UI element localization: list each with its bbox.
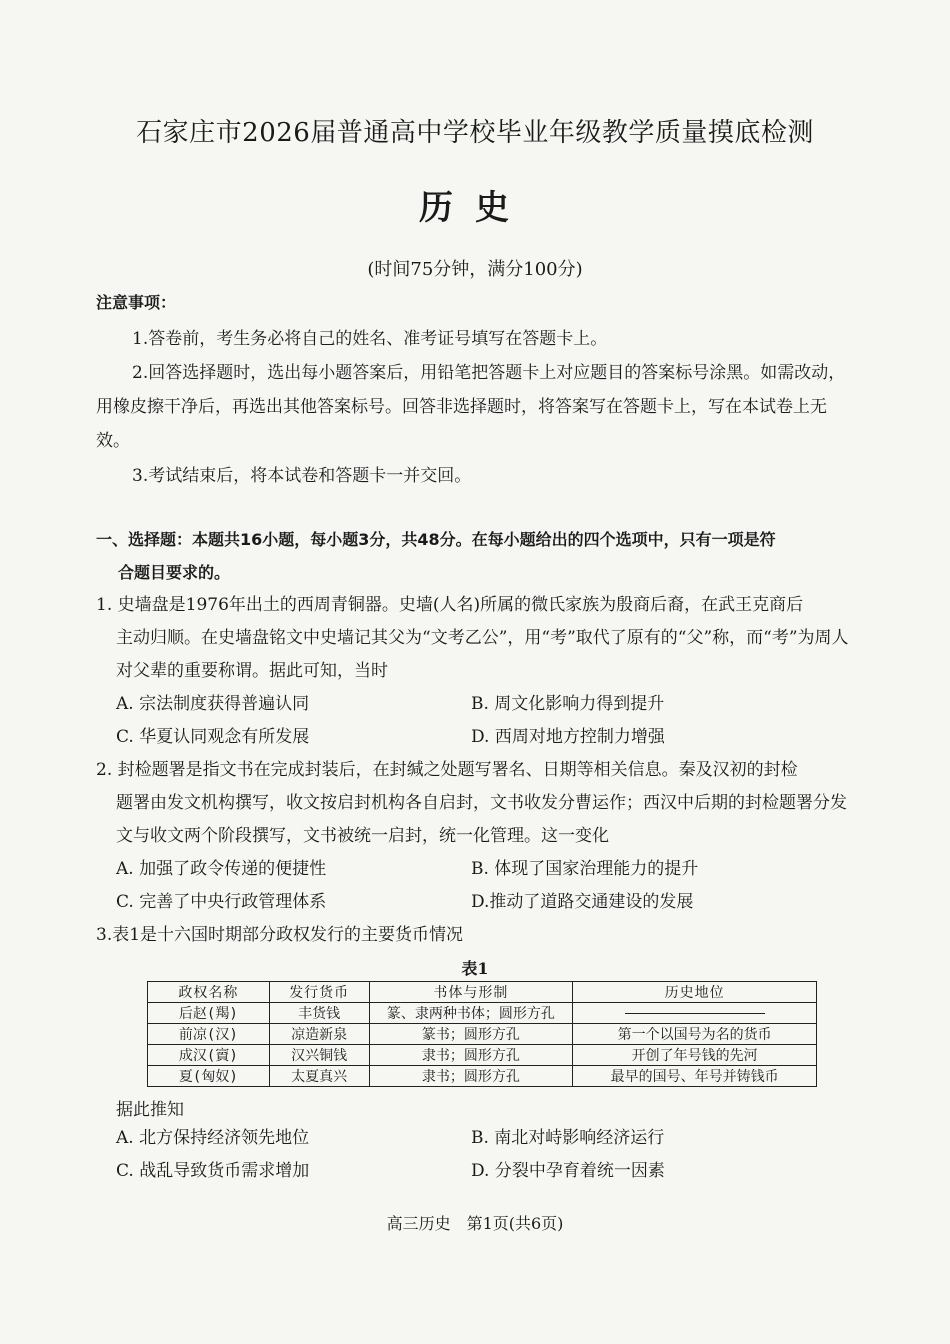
notice-heading: 注意事项： [96, 293, 177, 312]
table-cell: 前凉(汉) [148, 1024, 270, 1045]
option-d[interactable]: D. 西周对地方控制力增强 [471, 727, 665, 747]
table-cell: 汉兴铜钱 [269, 1045, 369, 1066]
option-a[interactable]: A. 加强了政令传递的便捷性 [116, 859, 327, 879]
table-header-row [148, 982, 817, 1003]
section-heading [96, 523, 854, 589]
question-number: 2. [96, 760, 113, 780]
option-c[interactable]: C. 华夏认同观念有所发展 [116, 727, 310, 747]
table-cell: 最早的国号、年号并铸钱币 [573, 1066, 817, 1087]
table-cell: 凉造新泉 [269, 1024, 369, 1045]
question-2 [96, 754, 856, 853]
section-heading-line2: 合题目要求的。 [118, 563, 231, 582]
notice-item-3: 3.考试结束后，将本试卷和答题卡一并交回。 [132, 466, 472, 486]
table-row [148, 1024, 817, 1045]
time-info: (时间75分钟，满分100分) [367, 259, 583, 280]
table-cell: 太夏真兴 [269, 1066, 369, 1087]
table-cell-empty [573, 1003, 817, 1024]
question-number: 1. [96, 595, 113, 615]
option-b[interactable]: B. 周文化影响力得到提升 [471, 694, 665, 714]
page-footer: 高三历史 第1页(共6页) [386, 1214, 564, 1233]
table-cell: 隶书；圆形方孔 [369, 1066, 573, 1087]
dash-line [625, 1013, 765, 1014]
table-row [148, 1003, 817, 1024]
table-header: 历史地位 [573, 982, 817, 1003]
table-cell: 开创了年号钱的先河 [573, 1045, 817, 1066]
option-c[interactable]: C. 完善了中央行政管理体系 [116, 892, 327, 912]
question-3-options [116, 1122, 856, 1188]
table-cell: 篆、隶两种书体；圆形方孔 [369, 1003, 573, 1024]
table-row [148, 1066, 817, 1087]
question-3 [96, 919, 856, 952]
question-stem: 题署由发文机构撰写，收文按启封机构各自启封，文书收发分曹运作；西汉中后期的封检题署分发文与收文两个阶段撰写，文书被统一启封，统一化管理。这一变化 [116, 793, 847, 846]
table-cell: 篆书；圆形方孔 [369, 1024, 573, 1045]
option-d[interactable]: D. 分裂中孕育着统一因素 [471, 1161, 665, 1181]
subject-title: 历史 [419, 188, 531, 228]
table-header: 政权名称 [148, 982, 270, 1003]
question-1 [96, 589, 856, 688]
exam-title: 石家庄市2026届普通高中学校毕业年级教学质量摸底检测 [136, 118, 814, 148]
question-stem-line1: 史墙盘是1976年出土的西周青铜器。史墙(人名)所属的微氏家族为殷商后裔，在武王克商后 [117, 595, 804, 615]
table-caption: 表1 [461, 959, 489, 978]
table-header: 发行货币 [269, 982, 369, 1003]
table-cell: 隶书；圆形方孔 [369, 1045, 573, 1066]
question-stem-line1: 封检题署是指文书在完成封装后，在封缄之处题写署名、日期等相关信息。秦及汉初的封检 [117, 760, 798, 780]
option-b[interactable]: B. 南北对峙影响经济运行 [471, 1128, 665, 1148]
option-a[interactable]: A. 北方保持经济领先地位 [116, 1128, 310, 1148]
question-number: 3. [96, 925, 113, 945]
option-c[interactable]: C. 战乱导致货币需求增加 [116, 1161, 310, 1181]
table-cell: 丰货钱 [269, 1003, 369, 1024]
table-cell: 成汉(賨) [148, 1045, 270, 1066]
notice-item-1: 1.答卷前，考生务必将自己的姓名、准考证号填写在答题卡上。 [132, 329, 608, 349]
question-2-options [116, 853, 856, 919]
question-stem-line1: 表1是十六国时期部分政权发行的主要货币情况 [112, 925, 464, 945]
option-d[interactable]: D.推动了道路交通建设的发展 [471, 892, 694, 912]
option-b[interactable]: B. 体现了国家治理能力的提升 [471, 859, 699, 879]
table-header: 书体与形制 [369, 982, 573, 1003]
question-stem: 主动归顺。在史墙盘铭文中史墙记其父为“文考乙公”，用“考”取代了原有的“父”称，而“考”为周人对父辈的重要称谓。据此可知，当时 [116, 628, 849, 681]
table-row [148, 1045, 817, 1066]
option-a[interactable]: A. 宗法制度获得普遍认同 [116, 694, 310, 714]
currency-table [147, 981, 817, 1087]
notice-item-2: 2.回答选择题时，选出每小题答案后，用铅笔把答题卡上对应题目的答案标号涂黑。如需改动，用橡皮擦干净后，再选出其他答案标号。回答非选择题时，将答案写在答题卡上，写在本试卷上无效。 [96, 363, 846, 451]
question-3-infer: 据此推知 [116, 1100, 184, 1120]
section-heading-line1: 一、选择题：本题共16小题，每小题3分，共48分。在每小题给出的四个选项中，只有一项是符 [96, 530, 776, 549]
question-1-options [116, 688, 856, 754]
table-cell: 第一个以国号为名的货币 [573, 1024, 817, 1045]
table-cell: 夏(匈奴) [148, 1066, 270, 1087]
table-cell: 后赵(羯) [148, 1003, 270, 1024]
